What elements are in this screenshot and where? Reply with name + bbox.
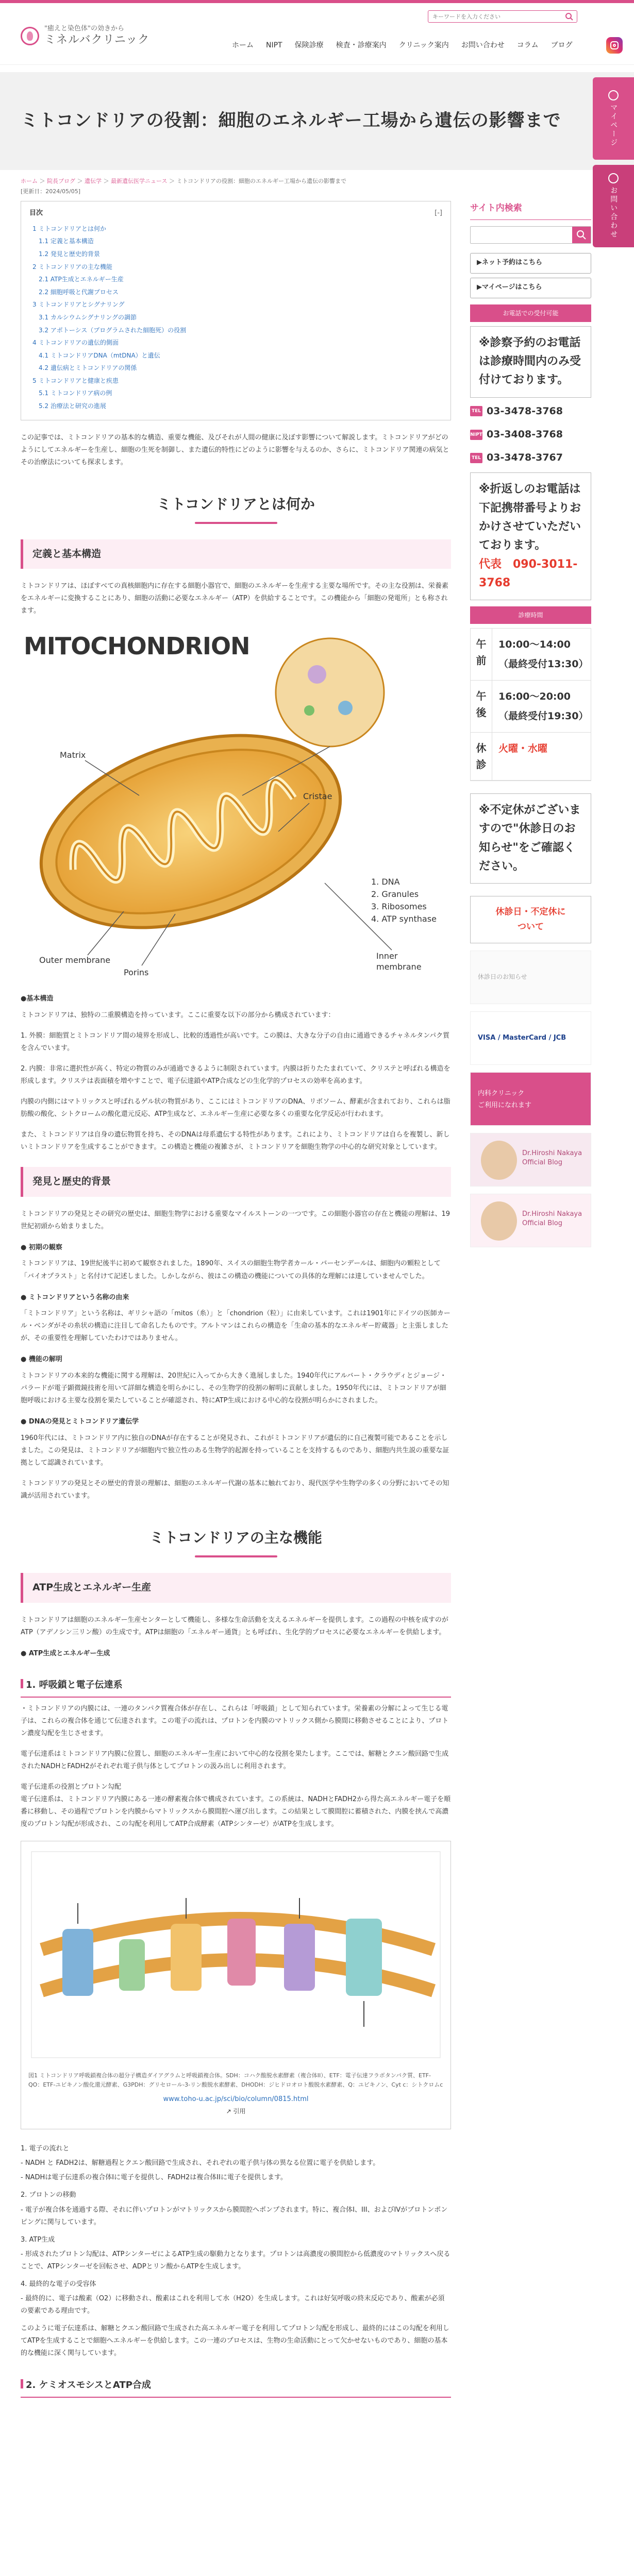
toc-item[interactable]: 5 ミトコンドリアと健康と疾患 — [32, 377, 119, 384]
bullet-heading: ● ATP生成とエネルギー生成 — [21, 1649, 110, 1657]
list-item: - NADH と FADH2は、解糖過程とクエン酸回路で生成され、それぞれの電子供与体の異なる位置に電子を供給します。 — [21, 2159, 380, 2167]
diagram-legend — [371, 876, 437, 925]
site-logo[interactable] — [21, 25, 149, 47]
breadcrumb-item[interactable]: 遺伝学 — [85, 178, 102, 184]
doctor-avatar — [481, 1141, 517, 1180]
label-matrix: Matrix — [60, 750, 86, 760]
paragraph: ミトコンドリアの発見とその研究の歴史は、細胞生物学における重要なマイルストーンの一つです。この細胞小器官の存在と機能の理解は、19世紀初頭から始まりました。 — [21, 1210, 451, 1230]
global-nav — [232, 39, 573, 52]
logo-name: ミネルバクリニック — [44, 33, 150, 46]
section-heading: ミトコンドリアとは何か — [21, 492, 451, 524]
side-tab-contact[interactable] — [593, 165, 634, 247]
banner-label: VISA / MasterCard / JCB — [478, 1034, 566, 1042]
label-porins: Porins — [124, 968, 149, 978]
toc-item[interactable]: 3.1 カルシウムシグナリングの調節 — [39, 313, 137, 321]
side-tab-mypage-label: マイページ — [609, 103, 618, 147]
hours-table — [470, 628, 591, 781]
list-item: - NADHは電子伝達系の複合体Iに電子を提供し、FADH2は複合体IIに電子を提供します。 — [21, 2174, 287, 2182]
toc-item[interactable]: 4 ミトコンドリアの遺伝的側面 — [32, 339, 119, 347]
toc-item[interactable]: 2.1 ATP生成とエネルギー生産 — [39, 276, 124, 283]
toc-item[interactable]: 4.2 遺伝病とミトコンドリアの関係 — [39, 364, 137, 372]
paragraph: ミトコンドリアは、独特の二重膜構造を持っています。ここに重要な以下の部分から構成されています： — [21, 1011, 335, 1019]
numbered-heading: 2. ケミオスモシスとATP合成 — [21, 2375, 451, 2398]
section-heading: ミトコンドリアの主な機能 — [21, 1525, 451, 1557]
toc-item[interactable]: 1 ミトコンドリアとは何か — [32, 225, 106, 232]
phone-row[interactable] — [470, 403, 591, 420]
nav-contact[interactable]: お問い合わせ — [461, 41, 505, 49]
nav-exam[interactable]: 検査・診療案内 — [336, 41, 387, 49]
card-banner[interactable] — [470, 1011, 591, 1065]
toc-title: 目次 — [29, 209, 43, 217]
breadcrumb-item[interactable]: ホーム — [21, 178, 38, 184]
net-reservation-button[interactable]: ▶ネット予約はこちら — [470, 253, 591, 274]
subsection-heading: 発見と歴史的背景 — [21, 1167, 451, 1196]
search-icon[interactable] — [563, 11, 576, 22]
phone-row[interactable] — [470, 426, 591, 443]
mail-icon — [608, 173, 619, 183]
bullet-heading: ● ミトコンドリアという名称の由来 — [21, 1293, 129, 1301]
label-outer-membrane: Outer membrane — [39, 955, 111, 965]
bullet-heading: ● 初期の観察 — [21, 1243, 62, 1251]
toc-item[interactable]: 1.2 発見と歴史的背景 — [39, 250, 100, 258]
list-item: - 形成されたプロトン勾配は、ATPシンターゼによるATP生成の駆動力となります。プロトンは高濃度の膜間腔から低濃度のマトリックスへ戻ることで、ATPシンターゼを回転させ、ADPとリン酸からATPを生成します。 — [21, 2250, 451, 2270]
blog-banner[interactable] — [470, 1133, 591, 1187]
site-header — [0, 3, 634, 65]
paragraph: ・ミトコンドリアの内膜には、一連のタンパク質複合体が存在し、これらは「呼吸鎖」として知られています。栄養素の分解によって生じる電子は、これらの複合体を通じて伝達されます。この電子の流れは、プロトンを内膜のマトリックス側から膜間に移動させることにより、プロトン濃度勾配を生じさせます。 — [21, 1704, 449, 1737]
toc-item[interactable]: 3 ミトコンドリアとシグナリング — [32, 301, 125, 309]
toc-toggle[interactable]: [-] — [435, 209, 442, 217]
nav-home[interactable]: ホーム — [232, 41, 254, 49]
list-item: 4. 最終的な電子の受容体 — [21, 2280, 96, 2288]
toc-list — [29, 223, 442, 413]
hours-label: 休診 — [471, 733, 492, 780]
hours-value: 火曜・水曜 — [498, 743, 548, 755]
paragraph: ミトコンドリアは細胞のエネルギー生産センターとして機能し、多様な生命活動を支えるエネルギーを提供します。この過程の中核を成すのがATP（アデノシン三リン酸）の生成です。ATPは細胞の「エネルギー通貨」とも呼ばれ、生化学的プロセスに必要なエネルギーを供給します。 — [21, 1616, 448, 1636]
banner-label: 休診日のお知らせ — [478, 973, 527, 981]
paragraph: このように電子伝達系は、解糖とクエン酸回路で生成された高エネルギー電子を利用してプロトン勾配を形成し、最終的にはこの勾配を利用してATPを生成することで細胞へエネルギーを供給します。この一連のプロセスは、生物の生命活動にとって欠かせないものであり、細胞の基本的な機能に深く関与しています。 — [21, 2324, 449, 2357]
paragraph: ミトコンドリアの本来的な機能に関する理解は、20世紀に入ってから大きく進展しました。1940年代にアルバート・クラウディとジョージ・パラードが電子顕微鏡技術を用いて詳細な構造を明らかにし、その生物学的役割の解明に貢献しました。1950年代には、ミトコンドリアが細胞呼吸における主要な役割を果たしていることが確認され、特にATP生成における中心的な役割が明らかにされました。 — [21, 1372, 447, 1405]
label-inner-membrane: Inner membrane — [376, 951, 422, 972]
phone-icon: TEL — [470, 406, 482, 416]
breadcrumb-current: ミトコンドリアの役割：細胞のエネルギー工場から遺伝の影響まで — [176, 178, 347, 184]
list-item: 2. プロトンの移動 — [21, 2191, 76, 2199]
paragraph: ミトコンドリアは、19世紀後半に初めて観察されました。1890年、スイスの細胞生物学者カール・バーセンデールは、細胞内の顆粒として「バイオプラスト」と名付けて記述しました。しかしながら、彼はこの構造の機能についての具体的な理解には達していませんでした。 — [21, 1260, 441, 1280]
list-item: - 電子が複合体を通過する際、それに伴いプロトンがマトリックスから膜間腔へポンプされます。特に、複合体I、III、およびIVがプロトンポンピングに関与しています。 — [21, 2206, 448, 2226]
header-search-input[interactable] — [428, 10, 577, 23]
paragraph: 内膜の内側にはマトリックスと呼ばれるゲル状の物質があり、ここにはミトコンドリアのDNA、リボソーム、酵素が含まれており、これらは脂肪酸の酸化、シトクロームの酸化還元反応、ATP生成など、エネルギー生産に必要な多くの重要な化学反応が行われます。 — [21, 1098, 451, 1118]
nav-blog[interactable]: ブログ — [550, 41, 573, 49]
intro-paragraph: この記事では、ミトコンドリアの基本的な構造、重要な機能、及びそれが人間の健康に及ぼす影響について解説します。ミトコンドリアがどのようにしてエネルギーを生産し、細胞の生死を制御し、また遺伝的特性にどのように影響を与えるのか、さらに、ミトコンドリア関連の病気とその治療法についても探求します。 — [21, 433, 449, 466]
search-icon[interactable] — [572, 227, 591, 243]
bullet-heading: ● DNAの発見とミトコンドリア遺伝学 — [21, 1418, 139, 1426]
side-tab-contact-label: お問い合わせ — [609, 187, 618, 239]
hours-row — [471, 681, 591, 733]
paragraph: 電子伝達系はミトコンドリア内膜に位置し、細胞のエネルギー生産において中心的な役割を果たします。ここでは、解糖とクエン酸回路で生成されたNADHとFADH2がそれぞれ電子供与体としてプロトンの汲み出しに利用されます。 — [21, 1750, 449, 1771]
legend-item: 4. ATP synthase — [371, 914, 437, 924]
toc-item[interactable]: 4.1 ミトコンドリアDNA（mtDNA）と遺伝 — [39, 351, 160, 359]
process-list — [21, 2143, 451, 2317]
irregular-closure-link[interactable]: 休診日・不定休に ついて — [470, 896, 591, 943]
hours-row — [471, 733, 591, 781]
table-of-contents — [21, 201, 451, 420]
floating-side-tabs — [589, 77, 634, 252]
hours-value: 16:00〜20:00（最終受付19:30） — [498, 691, 589, 722]
page-title: ミトコンドリアの役割：細胞のエネルギー工場から遺伝の影響まで — [21, 110, 561, 131]
list-item: - 最終的に、電子は酸素（O2）に移動され、酸素はこれを利用して水（H2O）を生成します。これは好気呼吸の終末反応であり、酸素が必須の要素である理由です。 — [21, 2294, 445, 2315]
paragraph: ミトコンドリアの発見とその歴史的背景の理解は、細胞のエネルギー代謝の基本に触れており、現代医学や生物学の多くの分野においてその知識が活用されています。 — [21, 1480, 449, 1500]
callback-text: ※折返しのお電話は下記携帯番号よりおかけさせていただいております。 — [479, 483, 581, 552]
user-icon — [608, 90, 619, 100]
paragraph: 1960年代には、ミトコンドリア内に独自のDNAが存在することが発見され、これがミトコンドリアが遺伝的に自己複製可能であることを示しました。この発見は、ミトコンドリアが細胞内で独立性のある生物学的起源を持っていることを支持するものであり、細胞内共生説の重要な証拠として認識されています。 — [21, 1434, 449, 1467]
nav-column[interactable]: コラム — [516, 41, 539, 49]
phone-number: 03-3408-3768 — [487, 428, 563, 440]
numbered-heading: 1. 呼吸鎖と電子伝達系 — [21, 1675, 451, 1698]
phone-number: 03-3478-3767 — [487, 452, 563, 464]
nav-clinic[interactable]: クリニック案内 — [398, 41, 449, 49]
bullet-heading: ● 機能の解明 — [21, 1355, 62, 1364]
breadcrumb-item[interactable]: 最新遺伝医学ニュース — [111, 178, 168, 184]
clinic-banner[interactable] — [470, 1072, 591, 1126]
nav-nipt[interactable]: NIPT — [266, 41, 282, 49]
doctor-avatar — [481, 1201, 517, 1241]
mitochondrion-diagram — [21, 625, 451, 981]
phone-band: お電話での受付可能 — [470, 304, 591, 322]
paragraph: また、ミトコンドリアは自身の遺伝物質を持ち、そのDNAは母系遺伝する特性があります。これにより、ミトコンドリアは自らを複製し、新しいミトコンドリアを生成することができます。この構造と機能の複雑さが、ミトコンドリアを細胞生物学の中心的な研究対象としています。 — [21, 1131, 450, 1151]
diagram-title: MITOCHONDRION — [24, 632, 250, 660]
toc-item[interactable]: 2 ミトコンドリアの主な機能 — [32, 263, 112, 270]
toc-item[interactable]: 2.2 細胞呼吸と代謝プロセス — [39, 288, 119, 296]
toc-item[interactable]: 1.1 定義と基本構造 — [39, 238, 94, 245]
updated-date: [更新日：2024/05/05] — [21, 188, 80, 195]
logo-tagline: "癒えと染色体"の効きから — [44, 25, 124, 32]
legend-item: 1. DNA — [371, 877, 400, 887]
hours-label: 午前 — [471, 629, 492, 680]
toc-item[interactable]: 5.1 ミトコンドリア病の例 — [39, 389, 112, 397]
blog-banner[interactable] — [470, 1194, 591, 1247]
list-item: 3. ATP生成 — [21, 2235, 55, 2244]
closed-day-notice: ※不定休がございますので"休診日のお知らせ"をご確認ください。 — [470, 793, 591, 884]
phone-number: 03-3478-3768 — [487, 405, 563, 417]
mypage-button[interactable]: ▶マイページはこちら — [470, 278, 591, 298]
hours-row — [471, 629, 591, 681]
label-cristae: Cristae — [303, 791, 332, 802]
article-main — [21, 201, 451, 2403]
legend-item: 3. Ribosomes — [371, 902, 427, 912]
subsection-heading: ATP生成とエネルギー生産 — [21, 1573, 451, 1602]
breadcrumb-item[interactable]: 院長ブログ — [47, 178, 75, 184]
figure-source-link[interactable]: www.toho-u.ac.jp/sci/bio/column/0815.html — [163, 2095, 309, 2103]
logo-mark-icon — [21, 27, 39, 45]
hours-band: 診療時間 — [470, 606, 591, 624]
paragraph: 2. 内膜：非常に選択性が高く、特定の物質のみが通過できるように制限されています。内膜は折りたたまれていて、クリステと呼ばれる構造を形成します。クリステは表面積を増やすことで、電子伝達鎖やATP合成などの生化学的プロセスの効率を高めます。 — [21, 1065, 451, 1086]
breadcrumb: ホーム ＞ 院長ブログ ＞ 遺伝学 ＞ 最新遺伝医学ニュース ＞ ミトコンドリアの役割：細胞のエネルギー工場から遺伝の影響まで — [21, 178, 347, 184]
legend-item: 2. Granules — [371, 889, 419, 900]
paragraph: 電子伝達系の役割とプロトン勾配 電子伝達系は、ミトコンドリア内膜にある一連の酵素複合体で構成されています。この系統は、NADHとFADH2から得た高エネルギー電子を順番に移動し、その過程でプロトンを内膜からマトリックスから膜間腔へ運び出します。この結果として膜間腔に蓄積された、内膜を挟んで高濃度のプロトン勾配が形成され、この勾配を利用してATP合成酵素（ATPシンターゼ）がATPを生成します。 — [21, 1783, 451, 1828]
phone-row[interactable] — [470, 449, 591, 466]
hours-value: 10:00〜14:00（最終受付13:30） — [498, 639, 589, 670]
closure-banner[interactable] — [470, 951, 591, 1004]
callback-notice — [470, 472, 591, 600]
respiratory-chain-figure — [21, 1841, 451, 2129]
banner-label: 内科クリニック ご利用になれます — [478, 1090, 532, 1109]
callback-number[interactable]: 代表 090-3011-3768 — [479, 557, 578, 589]
instagram-icon[interactable] — [606, 37, 623, 54]
list-title: 1. 電子の流れと — [21, 2145, 70, 2153]
banner-label: Dr.Hiroshi Nakaya Official Blog — [522, 1149, 582, 1167]
toc-item[interactable]: 3.2 アポトーシス（プログラムされた細胞死）の役割 — [39, 326, 187, 334]
nipt-icon: NIPT — [470, 430, 482, 440]
sidebar — [470, 201, 591, 1255]
figure-caption: 図1 ミトコンドリア呼吸鎖複合体の超分子構造ダイアグラムと呼吸鎖複合体。SDH：コハク酸脱水素酵素（複合体II）、ETF：電子伝達フラボタンパク質、ETF-QO：ETF-ユビキノン酸化還元酵素、G3PDH：グリセロール-3-リン酸脱水素酵素、DHODH：ジヒドロオロト酸脱水素酵素、Q：ユビキノン、Cyt c：シトクロムc — [28, 2072, 443, 2088]
figure-cite-link[interactable]: ↗ 引用 — [226, 2108, 246, 2115]
phone-icon: TEL — [470, 453, 482, 463]
side-tab-mypage[interactable] — [593, 77, 634, 160]
sidebar-search-title: サイト内検索 — [470, 201, 591, 220]
toc-item[interactable]: 5.2 治療法と研究の進展 — [39, 402, 106, 410]
nav-insurance[interactable]: 保険診療 — [294, 41, 324, 49]
sidebar-search-input[interactable] — [470, 226, 591, 244]
hours-label: 午後 — [471, 681, 492, 732]
paragraph: 「ミトコンドリア」という名称は、ギリシャ語の「mitos（糸）」と「chondrion（粒）」に由来しています。これは1901年にドイツの医師カール・ベンダがその糸状の構造に注目して命名したものです。アルトマンはこれらの構造を「生命の基本的なエネルギー貯蔵器」と主張しましたが、その重要性を理解していたわけではありません。 — [21, 1310, 451, 1343]
paragraph: 1. 外膜：細胞質とミトコンドリア間の境界を形成し、比較的透過性が高いです。この膜は、大きな分子の自由に通過できるチャネルタンパク質を含んでいます。 — [21, 1031, 450, 1053]
bullet-heading: ●基本構造 — [21, 995, 54, 1003]
subsection-heading: 定義と基本構造 — [21, 539, 451, 569]
phone-notice: ※診察予約のお電話は診療時間内のみ受付けております。 — [470, 326, 591, 398]
paragraph: ミトコンドリアは、ほぼすべての真核細胞内に存在する細胞小器官で、細胞のエネルギーを生産する主要な場所です。その主な役割は、栄養素をエネルギーに変換することにあり、細胞の活動に必要なエネルギー（ATP）を供給することです。この機能から「細胞の発電所」とも称されます。 — [21, 582, 448, 615]
banner-label: Dr.Hiroshi Nakaya Official Blog — [522, 1210, 582, 1228]
